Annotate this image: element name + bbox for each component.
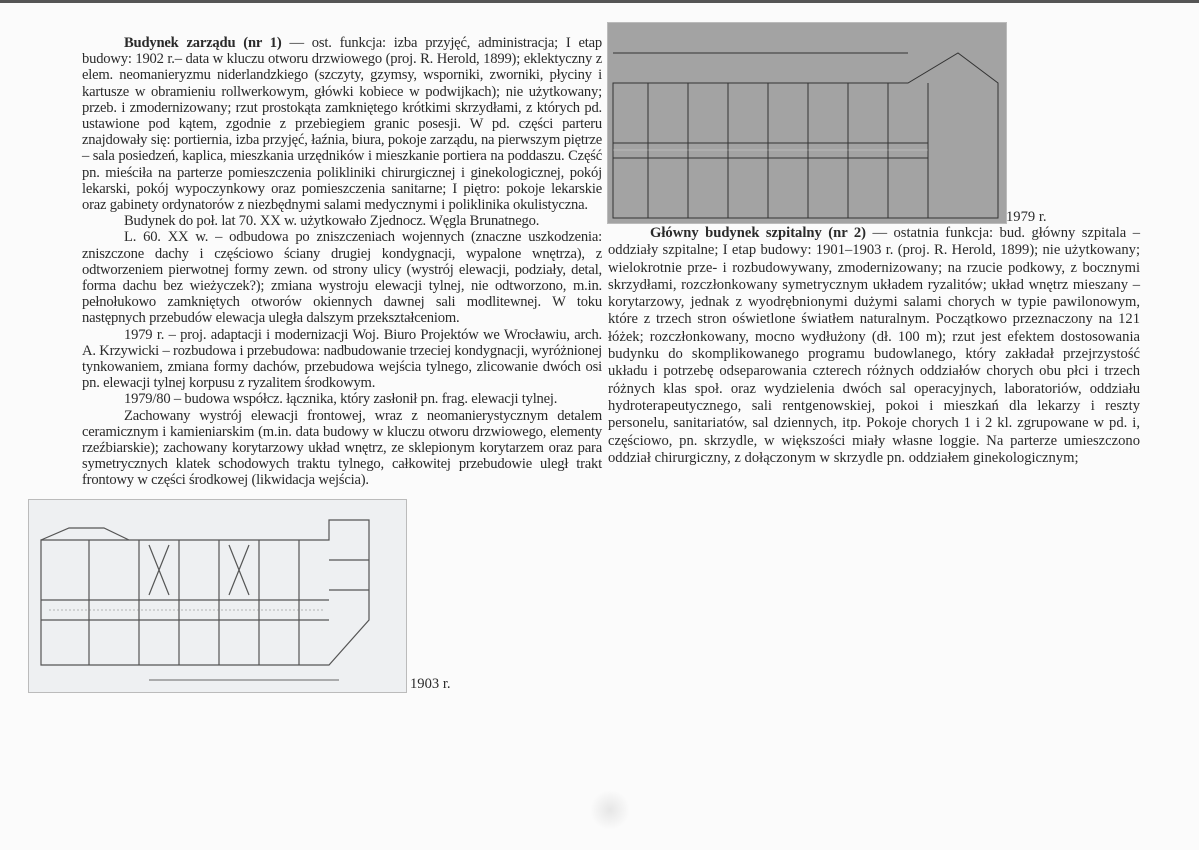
paragraph: Budynek do poł. lat 70. XX w. użytkowało Zjednocz. Węgla Brunatnego. [124,213,540,230]
figure-caption: 1903 r. [410,676,451,692]
paragraph: 1979 r. – proj. adaptacji i modernizacji Woj. Biuro Projektów we Wrocławiu, arch. A. Krzywicki – rozbudowa i przebudowa: nadbudowanie trzeciej kondygnacji, wyróżnionej tynkowaniem, zmiana formy dachów, przebudowa wejścia tylnego, zlicowanie dwóch osi pn. elewacji tylnej korpusu z ryzalitem środkowym. [82,326,602,392]
scan-border [0,0,1199,3]
figure-caption: 1979 r. [1006,209,1047,225]
left-text-column [82,35,602,489]
right-text-column [608,225,1140,467]
paragraph: L. 60. XX w. – odbudowa po zniszczeniach wojennych (znaczne uszkodzenia: zniszczone dachy i częściowo ściany drugiej kondygnacji, wypalone wnętrza), z odtworzeniem pierwotnej formy zewn. od strony ulicy (wystrój elewacji, podziały, detal, forma dachu bez wieżyczek?); zmiana wystroju elewacji tylnej, nie odtworzono, m.in. pełnołukowo zamkniętych otworów okiennych dawnej sali modlitewnej. W toku następnych przebudów elewacja uległa dalszym przekształceniom. [82,229,602,327]
section-title: Budynek zarządu (nr 1) [124,35,282,51]
floor-plan-1903 [28,499,407,693]
paragraph: Zachowany wystrój elewacji frontowej, wraz z neomanierystycznym detalem ceramicznym i kamieniarskim (m.in. data budowy w kluczu otworu drzwiowego, elementy rzeźbiarskie); zachowany korytarzowy układ wnętrz, ze sklepionym korytarzem oraz para symetrycznych klatek schodowych traktu tylnego, całkowitej przebudowie uległ trakt frontowy w części środkowej (likwidacja wejścia). [82,407,602,489]
paragraph: Główny budynek szpitalny (nr 2) — ostatnia funkcja: bud. główny szpitala – oddziały szpitalne; I etap budowy: 1901–1903 r. (proj. R. Herold, 1899); nie użytkowany; wielokrotnie prze- i rozbudowywany, zmodernizowany; na rzucie podkowy, z bocznymi skrzydłami, rozczłonkowany symetrycznym układem ryzalitów; układ wnętrz mieszany – korytarzowy, jednak z wyodrębnionymi dużymi salami chorych w typie pawilonowym, które z trzech stron oświetlone światłem naturalnym. Początkowo przeznaczony na 121 łóżek; rozczłonkowany, mocno wydłużony (dł. 100 m); rzut jest efektem dostosowania budynku do skomplikowanego programu budowlanego, który zakładał przejrzystość układu i potrzebę odseparowania czterech różnych oddziałów chorych obu płci i trzech różnych klas społ. oraz wydzielenia dwóch sal operacyjnych, laboratoriów, oddziału hydroterapeutycznego, sali rentgenowskiej, pokoi i mieszkań dla lekarzy i reszty personelu, sanitariatów, sal dziennych, itp. Pokoje chorych 1 i 2 kl. zgrupowane w pd. i, częściowo, pn. skrzydle, w większości miały własne loggie. Na parterze umieszczono oddział chirurgiczny, z dołączonym w skrzydle pn. oddziałem ginekologicznym; [608,225,1141,466]
paragraph: Budynek zarządu (nr 1) — ost. funkcja: izba przyjęć, administracja; I etap budowy: 1902 r.– data w kluczu otworu drzwiowego (proj. R. Herold, 1899); eklektyczny z elem. neomanieryzmu niderlandzkiego (szczyty, gzymsy, wsporniki, zworniki, płyciny i kartusze w obramieniu rollwerkowym, główki kobiece w podwijkach); nie użytkowany; przeb. i zmodernizowany; rzut prostokąta zamkniętego krótkimi skrzydłami, z których pd. ustawione pod kątem, zgodnie z przebiegiem granic posesji. W pd. części parteru znajdowały się: portiernia, izba przyjęć, łaźnia, biura, pokoje zarządu, na pierwszym piętrze – sala posiedzeń, kaplica, mieszkania urzędników i mieszkanie portiera na poddaszu. Część pn. mieściła na parterze pomieszczenia polikliniki chirurgicznej i ginekologicznej, pokój lekarski, pokój wypoczynkowy oraz pomieszczenia sanitarne; I piętro: pokoje lekarskie oraz gabinety ordynatorów z niezbędnymi salami medycznymi i poliklinika okulistyczna. [82,35,602,214]
paragraph: 1979/80 – budowa współcz. łącznika, który zasłonił pn. frag. elewacji tylnej. [124,391,558,408]
floor-plan-1979 [607,22,1007,224]
scan-smudge [590,790,630,830]
section-title: Główny budynek szpitalny (nr 2) [650,225,867,241]
